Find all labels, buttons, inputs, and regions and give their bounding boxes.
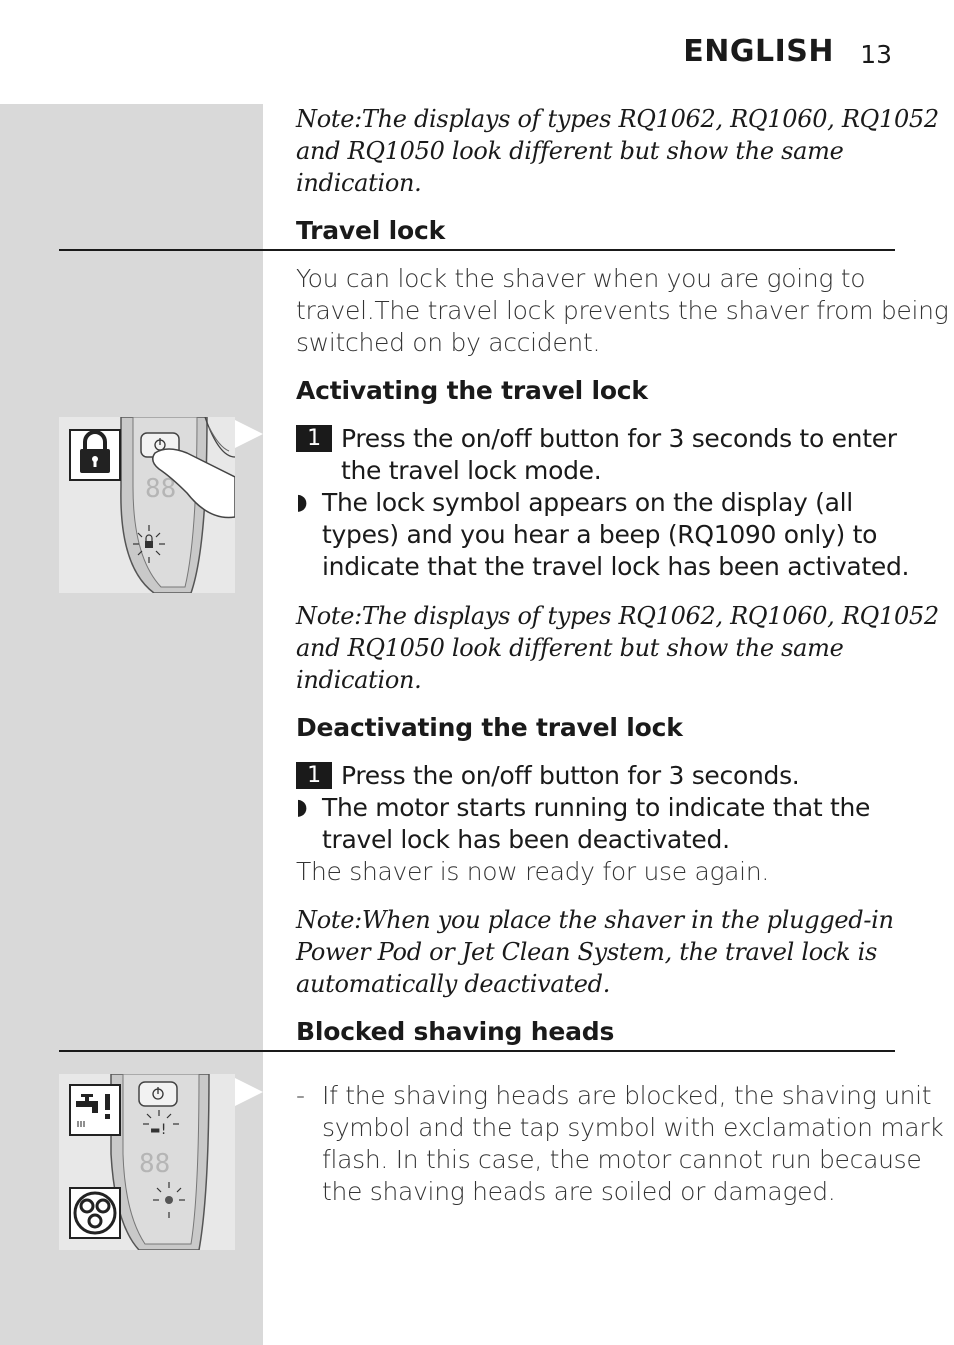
page-number: 13 [860,40,892,69]
step-number-badge: 1 [296,762,332,789]
text-line: and RQ1050 look different but show the same [296,634,844,662]
text-line: Power Pod or Jet Clean System, the travel lock is [296,938,878,966]
text-line: Note:When you place the shaver in the plugged-in [296,906,894,934]
subheading-activating: Activating the travel lock [296,376,648,405]
illustration-travel-lock [59,417,235,593]
text-line: switched on by accident. [296,328,601,357]
note-power-pod [296,904,906,1000]
text-line: indication. [296,169,422,197]
illustration-blocked-heads [59,1074,235,1250]
text-line: automatically deactivated. [296,970,611,998]
text-line: the shaving heads are soiled or damaged. [322,1177,836,1206]
illustration-pointer [235,420,263,448]
svg-text:▬!: ▬! [151,1122,168,1138]
text-line: Press the on/off button for 3 seconds. [341,761,800,790]
section-heading-travel-lock: Travel lock [296,216,446,245]
text-line: Press the on/off button for 3 seconds to enter [341,424,897,453]
text-line: and RQ1050 look different but show the same [296,137,844,165]
activating-result [296,487,910,583]
section-heading-blocked: Blocked shaving heads [296,1017,615,1046]
text-line: symbol and the tap symbol with exclamation mark [322,1113,944,1142]
text-line: The motor starts running to indicate that the [322,793,871,822]
text-line: If the shaving heads are blocked, the shaving unit [322,1081,932,1110]
deactivating-result [296,792,896,856]
text-line: travel.The travel lock prevents the shaver from being [296,296,949,325]
illustration-pointer [235,1078,263,1106]
activating-step-1 [296,423,896,487]
text-line: indicate that the travel lock has been activated. [322,552,910,581]
subheading-deactivating: Deactivating the travel lock [296,713,683,742]
svg-text:88: 88 [145,474,177,504]
step-number-badge: 1 [296,425,332,452]
result-bullet-icon: ◗ [296,490,308,515]
language-header: ENGLISH [683,34,834,69]
text-line: - [296,1081,305,1110]
svg-text:88: 88 [139,1149,171,1179]
note-display-types-2 [296,600,939,696]
result-bullet-icon: ◗ [296,795,308,820]
text-line: flash. In this case, the motor cannot run because [322,1145,922,1174]
text-line: indication. [296,666,422,694]
ready-again-text: The shaver is now ready for use again. [296,857,770,886]
text-line: The lock symbol appears on the display (all [322,488,853,517]
note-display-types [296,103,939,199]
text-line: the travel lock mode. [341,456,602,485]
section-rule [59,1050,895,1052]
travel-lock-intro [296,263,949,359]
deactivating-step-1 [296,760,896,792]
text-line: Note:The displays of types RQ1062, RQ1060, RQ1052 [296,105,939,133]
blocked-description [296,1080,944,1208]
section-rule [59,249,895,251]
text-line: travel lock has been deactivated. [322,825,730,854]
text-line: You can lock the shaver when you are going to [296,264,866,293]
text-line: types) and you hear a beep (RQ1090 only) to [322,520,878,549]
text-line: Note:The displays of types RQ1062, RQ1060, RQ1052 [296,602,939,630]
